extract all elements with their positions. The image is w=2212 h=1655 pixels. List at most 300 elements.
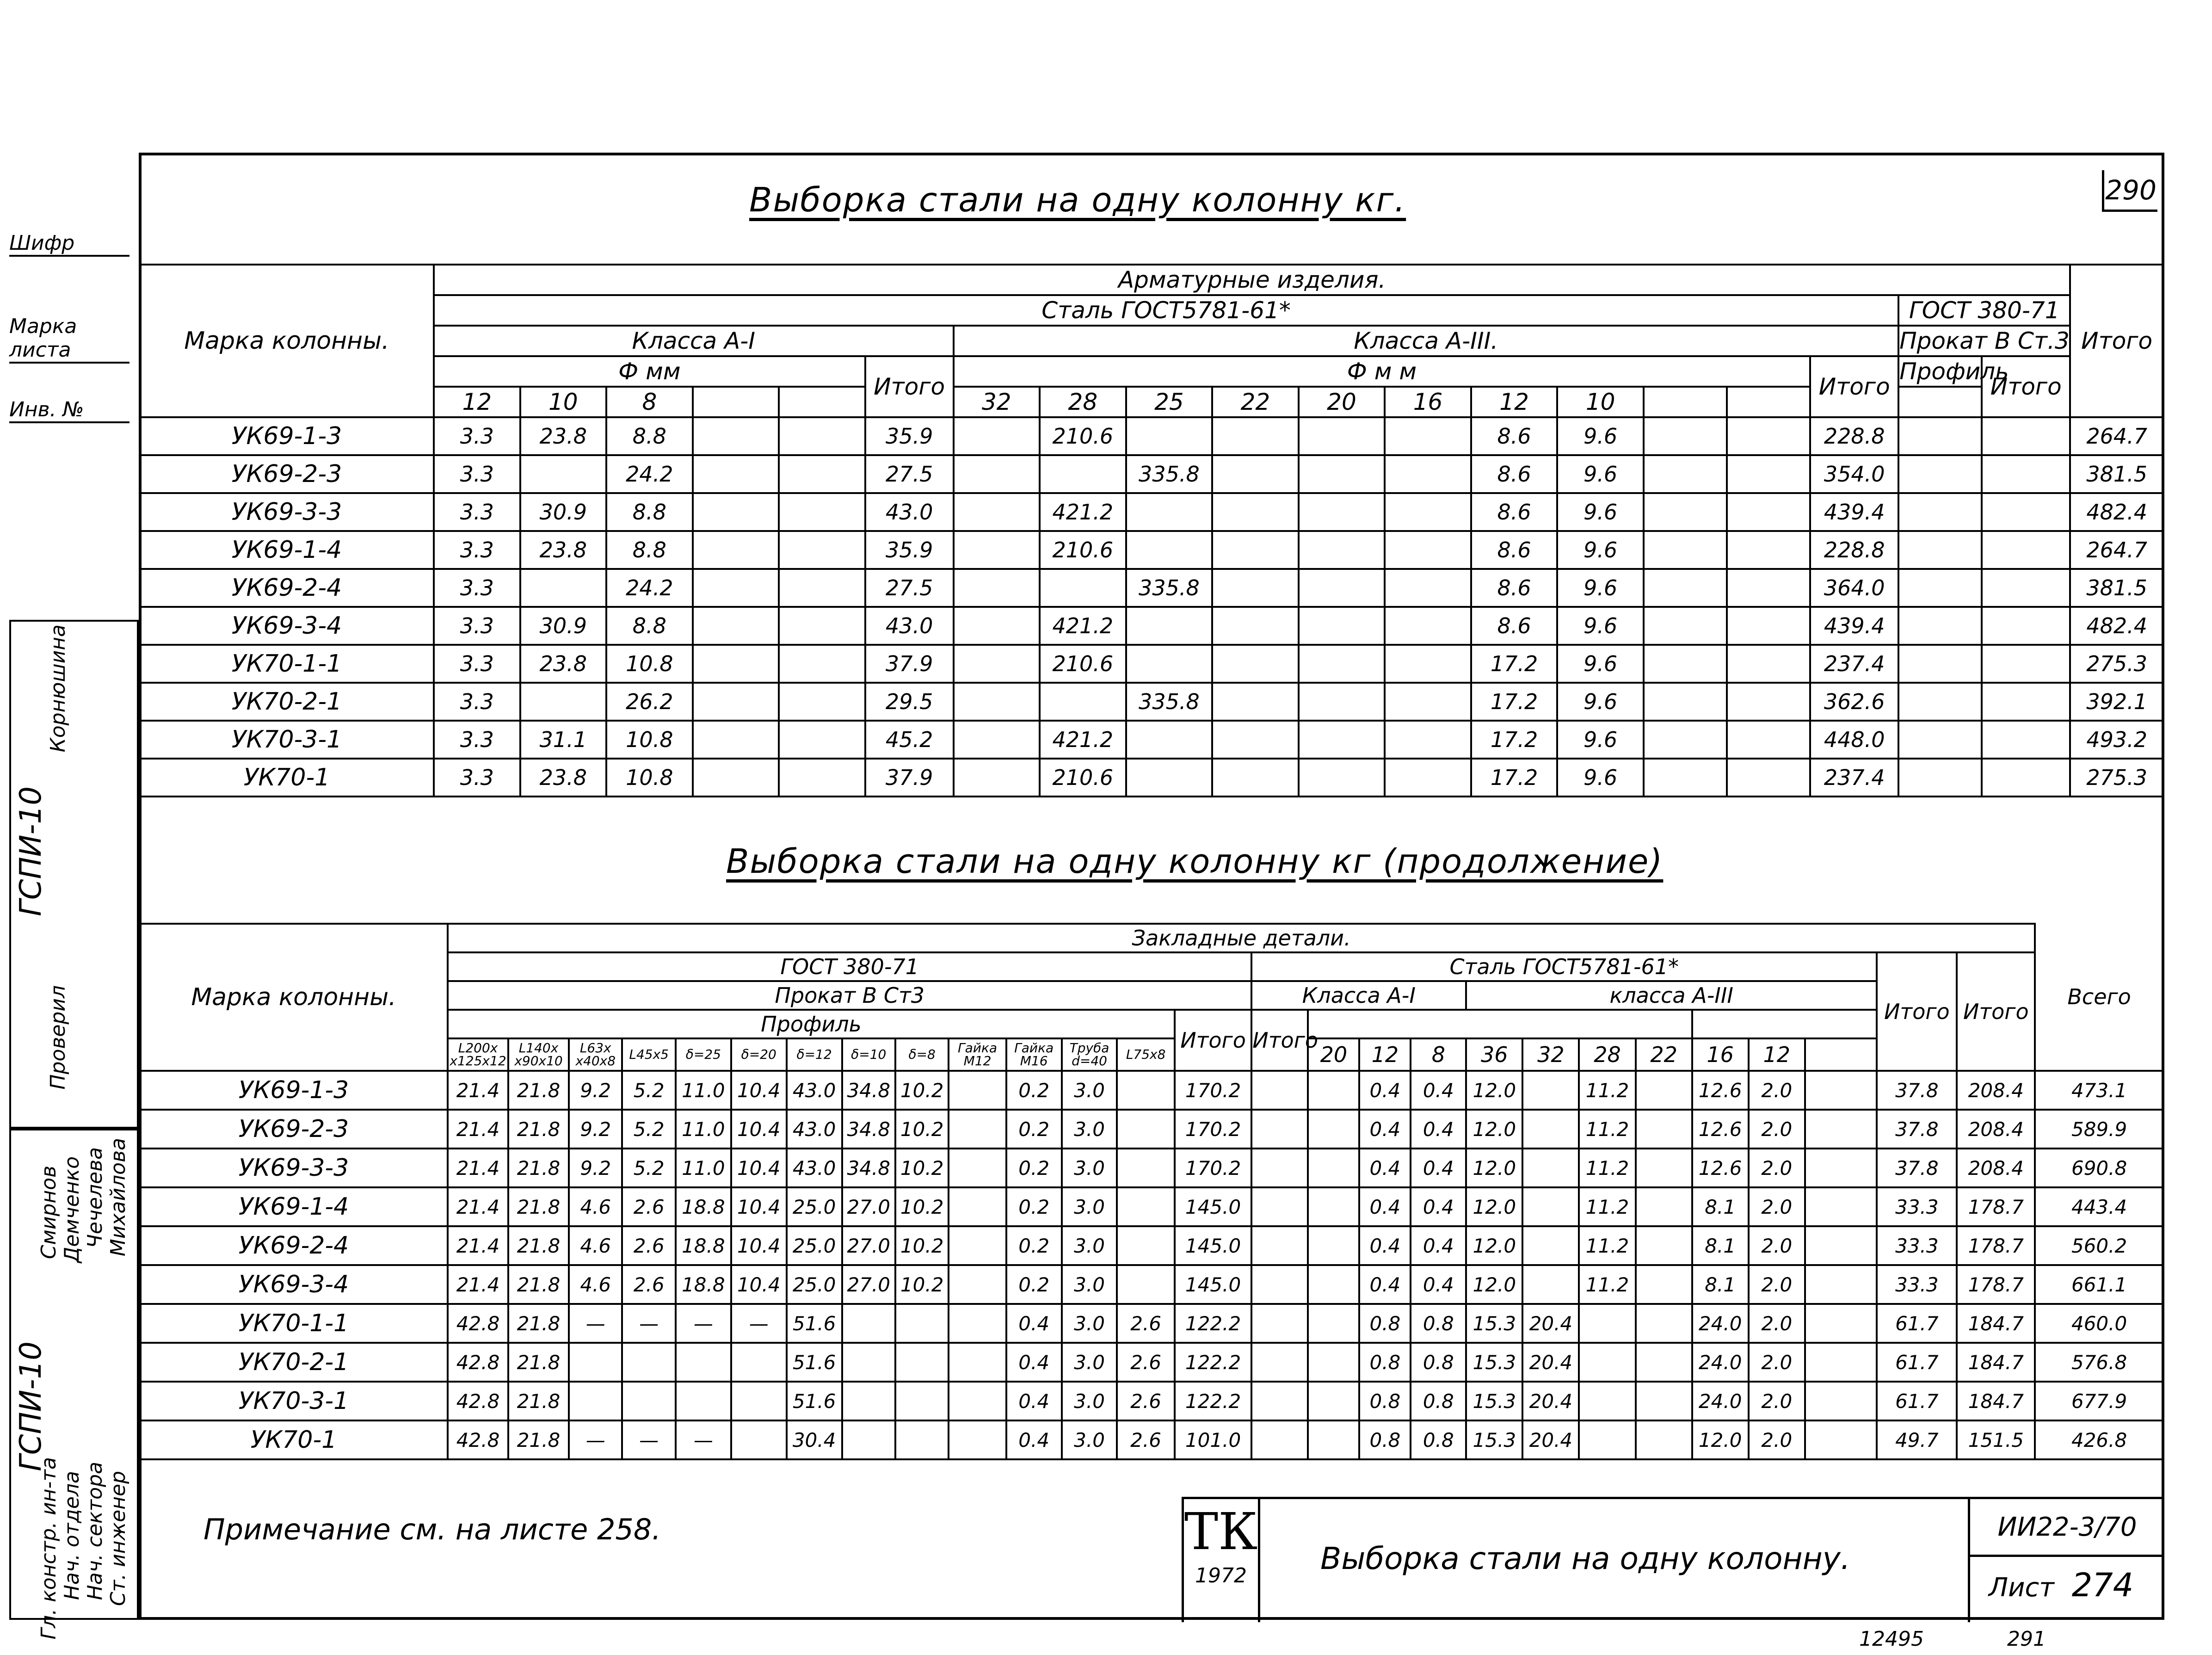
t2-cell <box>1805 1149 1877 1187</box>
t1-cell: 237.4 <box>1810 645 1898 683</box>
t1-cell: 237.4 <box>1810 759 1898 797</box>
t2-cell: 145.0 <box>1175 1265 1252 1304</box>
t2-cell: 33.3 <box>1877 1226 1957 1265</box>
t1-cell: 275.3 <box>2070 759 2163 797</box>
t2-cell: 21.8 <box>508 1343 569 1382</box>
t1-dia-a3-2: 25 <box>1126 387 1213 417</box>
t1-cell: 275.3 <box>2070 645 2163 683</box>
t2-cell-mark: УК69-3-4 <box>140 1265 448 1304</box>
t2-cell: 27.0 <box>842 1265 895 1304</box>
t1-cell: 26.2 <box>606 683 693 721</box>
t1-header-gost: ГОСТ 380-71 <box>1898 295 2070 326</box>
t1-cell <box>1898 531 1982 569</box>
t2-cell <box>1805 1187 1877 1226</box>
t2-cell <box>1308 1382 1359 1420</box>
t2-cell: 25.0 <box>787 1226 842 1265</box>
t2-cell: 15.3 <box>1466 1382 1522 1420</box>
t1-header-dia-a1: Ф мм <box>434 356 865 387</box>
t2-cell: 0.4 <box>1411 1226 1466 1265</box>
t1-cell <box>1212 417 1299 455</box>
t1-cell-mark: УК70-1 <box>140 759 434 797</box>
t2-cell <box>1522 1187 1579 1226</box>
t1-cell <box>1385 645 1471 683</box>
t1-cell <box>954 531 1040 569</box>
t2-row <box>140 1226 2163 1265</box>
t2-row <box>140 1149 2163 1187</box>
t2-cell: 661.1 <box>2035 1265 2163 1304</box>
t2-prof-9: Гайка M12 <box>949 1038 1006 1071</box>
title-block <box>1182 1497 2164 1622</box>
t2-cell-mark: УК69-1-4 <box>140 1187 448 1226</box>
t1-cell <box>1385 683 1471 721</box>
sheet-label: Лист <box>1989 1573 2054 1603</box>
t2-cell: 3.0 <box>1062 1382 1117 1420</box>
t2-cell: 2.0 <box>1749 1304 1805 1343</box>
t2-cell: 11.2 <box>1579 1149 1635 1187</box>
t2-cell: 15.3 <box>1466 1304 1522 1343</box>
t1-cell <box>1040 455 1126 493</box>
t1-cell: 9.6 <box>1557 455 1644 493</box>
t1-header-prokat: Прокат В Ст.3 <box>1898 326 2070 356</box>
t2-row <box>140 1071 2163 1110</box>
t2-header-group: Закладные детали. <box>448 924 2035 952</box>
t1-cell <box>1898 759 1982 797</box>
t2-cell: 9.2 <box>569 1110 622 1149</box>
t1-cell <box>779 683 865 721</box>
t1-cell: 228.8 <box>1810 531 1898 569</box>
t2-cell: 12.0 <box>1466 1265 1522 1304</box>
t2-row <box>140 1343 2163 1382</box>
t2-cell: 0.2 <box>1006 1149 1062 1187</box>
t2-cell: 0.8 <box>1411 1420 1466 1459</box>
t1-cell <box>520 455 607 493</box>
t2-cell: 3.0 <box>1062 1265 1117 1304</box>
t1-cell: 23.8 <box>520 417 607 455</box>
t2-cell: 4.6 <box>569 1226 622 1265</box>
table-reinforcement <box>139 264 2164 797</box>
t2-cell: 589.9 <box>2035 1110 2163 1149</box>
t2-cell <box>1522 1149 1579 1187</box>
t2-cell: 0.4 <box>1006 1343 1062 1382</box>
t2-cell: 24.0 <box>1692 1304 1749 1343</box>
t2-cell <box>1308 1110 1359 1149</box>
t2-row <box>140 1382 2163 1420</box>
t1-cell: 9.6 <box>1557 645 1644 683</box>
t1-dia-a1-3 <box>693 387 779 417</box>
t1-cell <box>1212 455 1299 493</box>
t1-dia-a3-5: 16 <box>1385 387 1471 417</box>
t2-cell: 178.7 <box>1957 1226 2035 1265</box>
t1-cell: 439.4 <box>1810 607 1898 645</box>
t2-cell: — <box>622 1304 675 1343</box>
t2-cell: 0.8 <box>1359 1304 1411 1343</box>
t2-a3-0: 36 <box>1466 1038 1522 1071</box>
t1-cell: 8.6 <box>1471 455 1558 493</box>
t2-cell: 184.7 <box>1957 1382 2035 1420</box>
t2-cell <box>949 1187 1006 1226</box>
t2-cell: 21.8 <box>508 1149 569 1187</box>
t1-cell: 335.8 <box>1126 455 1213 493</box>
t1-cell <box>1040 569 1126 607</box>
t1-cell <box>1212 759 1299 797</box>
t2-prof-6: δ=12 <box>787 1038 842 1071</box>
t2-prof-12: L75x8 <box>1117 1038 1174 1071</box>
t1-cell: 8.8 <box>606 417 693 455</box>
t1-cell <box>779 455 865 493</box>
t2-cell-mark: УК70-1-1 <box>140 1304 448 1343</box>
left-role-3: Нач. сектора <box>83 1462 107 1600</box>
t1-cell <box>1898 721 1982 759</box>
t2-cell: 12.0 <box>1466 1187 1522 1226</box>
t2-cell: 0.4 <box>1411 1149 1466 1187</box>
t1-cell <box>954 569 1040 607</box>
t2-cell: 2.6 <box>1117 1343 1174 1382</box>
t2-cell <box>1579 1304 1635 1343</box>
t1-header-class-a1: Класса А-I <box>434 326 954 356</box>
t2-cell: 145.0 <box>1175 1187 1252 1226</box>
t2-cell: 677.9 <box>2035 1382 2163 1420</box>
t1-cell: 3.3 <box>434 645 520 683</box>
t2-cell <box>842 1420 895 1459</box>
t2-cell: 0.8 <box>1359 1420 1411 1459</box>
t1-cell: 335.8 <box>1126 569 1213 607</box>
t1-cell <box>1212 721 1299 759</box>
t2-cell: 21.8 <box>508 1304 569 1343</box>
t2-cell: 151.5 <box>1957 1420 2035 1459</box>
t2-cell: 122.2 <box>1175 1343 1252 1382</box>
t1-cell: 10.8 <box>606 645 693 683</box>
t2-cell: 10.2 <box>895 1149 949 1187</box>
t2-cell: 0.8 <box>1411 1304 1466 1343</box>
t2-cell: 42.8 <box>448 1304 508 1343</box>
t2-cell: 0.4 <box>1359 1226 1411 1265</box>
t1-header-total: Итого <box>2070 265 2163 417</box>
t1-cell <box>1727 645 1810 683</box>
t2-cell: 18.8 <box>676 1265 731 1304</box>
t2-cell <box>1308 1265 1359 1304</box>
t2-cell: 3.0 <box>1062 1149 1117 1187</box>
t1-cell <box>1982 721 2070 759</box>
t2-cell: 37.8 <box>1877 1149 1957 1187</box>
t2-cell <box>1251 1071 1308 1110</box>
t2-cell: 10.4 <box>731 1110 787 1149</box>
t2-cell: 0.4 <box>1411 1187 1466 1226</box>
t2-row <box>140 1187 2163 1226</box>
t2-cell <box>1636 1420 1692 1459</box>
t2-cell: 42.8 <box>448 1382 508 1420</box>
t2-cell: 10.2 <box>895 1265 949 1304</box>
t1-cell <box>1385 531 1471 569</box>
t1-cell <box>1385 569 1471 607</box>
t2-cell: 21.8 <box>508 1420 569 1459</box>
t1-cell-mark: УК70-2-1 <box>140 683 434 721</box>
t1-cell: 17.2 <box>1471 645 1558 683</box>
t1-cell: 17.2 <box>1471 721 1558 759</box>
t1-cell <box>1982 759 2070 797</box>
t2-a1-0: 20 <box>1308 1038 1359 1071</box>
t1-cell-mark: УК69-3-4 <box>140 607 434 645</box>
t1-cell <box>1727 455 1810 493</box>
t2-header-gost: ГОСТ 380-71 <box>448 952 1251 981</box>
t1-cell <box>779 607 865 645</box>
tk-year: 1972 <box>1195 1564 1247 1587</box>
t1-cell: 381.5 <box>2070 455 2163 493</box>
t1-cell: 362.6 <box>1810 683 1898 721</box>
t1-dia-a3-3: 22 <box>1212 387 1299 417</box>
t2-cell: 10.2 <box>895 1071 949 1110</box>
t1-cell: 9.6 <box>1557 721 1644 759</box>
t2-cell <box>1308 1420 1359 1459</box>
tk-letters: ТК <box>1184 1502 1258 1561</box>
t2-cell: 51.6 <box>787 1382 842 1420</box>
t2-cell <box>1805 1071 1877 1110</box>
t1-cell <box>693 455 779 493</box>
t2-cell <box>1636 1343 1692 1382</box>
t1-cell <box>1644 569 1727 607</box>
t2-cell: 20.4 <box>1522 1304 1579 1343</box>
t1-cell <box>1212 607 1299 645</box>
t1-cell: 421.2 <box>1040 721 1126 759</box>
t1-cell: 3.3 <box>434 455 520 493</box>
t2-cell <box>622 1343 675 1382</box>
t1-cell: 3.3 <box>434 607 520 645</box>
t1-cell: 3.3 <box>434 493 520 531</box>
t1-cell: 381.5 <box>2070 569 2163 607</box>
t2-cell: 37.8 <box>1877 1110 1957 1149</box>
t1-cell: 27.5 <box>865 569 954 607</box>
t2-header-itogo: Итого <box>1175 1010 1252 1071</box>
t2-cell: 10.2 <box>895 1187 949 1226</box>
note-text: Примечание см. на листе 258. <box>203 1513 661 1546</box>
t1-header-itogo-prokat: Итого <box>1982 356 2070 417</box>
t2-cell <box>1251 1420 1308 1459</box>
t2-cell: 426.8 <box>2035 1420 2163 1459</box>
t2-cell: 0.8 <box>1411 1343 1466 1382</box>
t2-cell: 2.0 <box>1749 1187 1805 1226</box>
t2-prof-7: δ=10 <box>842 1038 895 1071</box>
t2-cell <box>949 1265 1006 1304</box>
t2-cell <box>1522 1226 1579 1265</box>
t2-cell: 8.1 <box>1692 1265 1749 1304</box>
t2-cell <box>1636 1071 1692 1110</box>
t2-cell: 12.0 <box>1466 1149 1522 1187</box>
t2-cell <box>949 1304 1006 1343</box>
t2-cell: 2.0 <box>1749 1420 1805 1459</box>
t2-cell <box>676 1343 731 1382</box>
t2-cell: 2.0 <box>1749 1149 1805 1187</box>
t1-row <box>140 645 2163 683</box>
t1-cell: 23.8 <box>520 531 607 569</box>
t2-cell: 473.1 <box>2035 1071 2163 1110</box>
t2-cell: 101.0 <box>1175 1420 1252 1459</box>
t1-cell: 364.0 <box>1810 569 1898 607</box>
t1-cell <box>1898 455 1982 493</box>
left-org-1: ГСПИ-10 <box>14 786 48 916</box>
t2-cell: 12.6 <box>1692 1071 1749 1110</box>
t2-cell <box>1308 1071 1359 1110</box>
t1-cell: 24.2 <box>606 569 693 607</box>
t2-cell: 20.4 <box>1522 1420 1579 1459</box>
t1-cell <box>1126 531 1213 569</box>
t2-a3-2: 28 <box>1579 1038 1635 1071</box>
t1-cell <box>693 493 779 531</box>
t1-cell: 210.6 <box>1040 417 1126 455</box>
t1-cell: 482.4 <box>2070 493 2163 531</box>
t2-cell: 12.0 <box>1466 1110 1522 1149</box>
t2-cell: 208.4 <box>1957 1071 2035 1110</box>
t1-row <box>140 493 2163 531</box>
t1-cell <box>693 721 779 759</box>
t2-cell <box>1636 1265 1692 1304</box>
t2-cell: 21.8 <box>508 1071 569 1110</box>
t2-cell: 0.8 <box>1359 1382 1411 1420</box>
t1-cell: 264.7 <box>2070 417 2163 455</box>
t2-cell: 0.4 <box>1359 1265 1411 1304</box>
t1-cell <box>520 683 607 721</box>
t1-row <box>140 531 2163 569</box>
code-block <box>1968 1499 2164 1622</box>
t1-cell <box>1644 531 1727 569</box>
t1-cell <box>1385 607 1471 645</box>
t2-cell <box>1522 1110 1579 1149</box>
t1-cell: 24.2 <box>606 455 693 493</box>
corner-sheet-number: 290 <box>2102 170 2157 212</box>
t1-cell: 37.9 <box>865 645 954 683</box>
t2-cell: 10.4 <box>731 1187 787 1226</box>
t2-cell-mark: УК70-1 <box>140 1420 448 1459</box>
t2-cell: 3.0 <box>1062 1110 1117 1149</box>
t2-cell <box>676 1382 731 1420</box>
t2-cell: 10.2 <box>895 1110 949 1149</box>
t2-cell <box>1117 1187 1174 1226</box>
t1-cell: 9.6 <box>1557 531 1644 569</box>
t2-cell: 0.4 <box>1359 1110 1411 1149</box>
t2-cell: 0.8 <box>1359 1343 1411 1382</box>
t1-cell <box>1644 417 1727 455</box>
t2-cell <box>949 1110 1006 1149</box>
t2-cell <box>1805 1343 1877 1382</box>
t1-cell-mark: УК69-2-3 <box>140 455 434 493</box>
t2-cell: 11.0 <box>676 1149 731 1187</box>
t1-cell: 9.6 <box>1557 607 1644 645</box>
t1-cell: 9.6 <box>1557 759 1644 797</box>
t2-cell <box>1579 1343 1635 1382</box>
t1-row <box>140 759 2163 797</box>
t1-cell <box>1212 645 1299 683</box>
t2-cell: 27.0 <box>842 1187 895 1226</box>
t1-cell <box>1644 645 1727 683</box>
t1-cell: 8.8 <box>606 531 693 569</box>
t1-cell <box>1644 759 1727 797</box>
t2-cell: 61.7 <box>1877 1343 1957 1382</box>
t2-cell <box>949 1071 1006 1110</box>
t2-cell: 2.0 <box>1749 1110 1805 1149</box>
t1-header-mark: Марка колонны. <box>140 265 434 417</box>
t1-cell <box>1727 417 1810 455</box>
t2-cell: 170.2 <box>1175 1149 1252 1187</box>
t1-cell: 9.6 <box>1557 417 1644 455</box>
t1-cell <box>1212 531 1299 569</box>
t1-cell: 421.2 <box>1040 493 1126 531</box>
table-embedded-parts <box>139 923 2164 1460</box>
t1-cell: 17.2 <box>1471 759 1558 797</box>
t1-row <box>140 683 2163 721</box>
t1-cell-mark: УК69-1-3 <box>140 417 434 455</box>
t2-cell <box>1636 1304 1692 1343</box>
t2-cell: 0.2 <box>1006 1265 1062 1304</box>
t1-row <box>140 455 2163 493</box>
t2-prof-0: L200x x125x12 <box>448 1038 508 1071</box>
t2-cell: 2.0 <box>1749 1265 1805 1304</box>
t2-cell <box>1805 1110 1877 1149</box>
left-name-3: Чечелева <box>83 1147 107 1248</box>
t1-cell: 493.2 <box>2070 721 2163 759</box>
t2-cell: — <box>622 1420 675 1459</box>
t1-cell <box>693 417 779 455</box>
t1-cell: 354.0 <box>1810 455 1898 493</box>
t2-cell: 122.2 <box>1175 1382 1252 1420</box>
t2-a1-1: 12 <box>1359 1038 1411 1071</box>
bottom-right-number: 291 <box>2007 1627 2046 1651</box>
t1-cell: 30.9 <box>520 493 607 531</box>
t2-prof-10: Гайка M16 <box>1006 1038 1062 1071</box>
left-name-2: Демченко <box>60 1156 84 1263</box>
t1-cell <box>1898 607 1982 645</box>
t1-cell <box>1644 721 1727 759</box>
t2-cell: 21.4 <box>448 1187 508 1226</box>
t2-cell: 10.2 <box>895 1226 949 1265</box>
t2-cell: 3.0 <box>1062 1071 1117 1110</box>
t1-cell <box>779 531 865 569</box>
t2-prof-11: Труба d=40 <box>1062 1038 1117 1071</box>
t1-cell <box>1727 569 1810 607</box>
t2-cell: 8.1 <box>1692 1187 1749 1226</box>
t1-cell-mark: УК70-3-1 <box>140 721 434 759</box>
t2-cell <box>1251 1343 1308 1382</box>
t2-cell-mark: УК70-2-1 <box>140 1343 448 1382</box>
t2-cell: 184.7 <box>1957 1343 2035 1382</box>
t2-a3-3: 22 <box>1636 1038 1692 1071</box>
t1-cell <box>1644 455 1727 493</box>
t1-cell <box>954 607 1040 645</box>
t2-cell: 170.2 <box>1175 1071 1252 1110</box>
t2-cell <box>1805 1304 1877 1343</box>
t2-cell: 690.8 <box>2035 1149 2163 1187</box>
left-checked-name: Корнюшина <box>46 624 70 753</box>
t1-cell: 8.6 <box>1471 569 1558 607</box>
t2-cell: 12.0 <box>1466 1226 1522 1265</box>
t1-dia-a3-6: 12 <box>1471 387 1558 417</box>
t2-a3-4: 16 <box>1692 1038 1749 1071</box>
t2-cell: 170.2 <box>1175 1110 1252 1149</box>
t1-cell <box>1212 493 1299 531</box>
t2-cell: 11.2 <box>1579 1071 1635 1110</box>
t2-cell: 5.2 <box>622 1071 675 1110</box>
t2-cell: 51.6 <box>787 1343 842 1382</box>
t2-cell: 34.8 <box>842 1149 895 1187</box>
t1-cell: 37.9 <box>865 759 954 797</box>
t2-cell: 37.8 <box>1877 1071 1957 1110</box>
t2-prof-5: δ=20 <box>731 1038 787 1071</box>
t2-cell: 2.0 <box>1749 1226 1805 1265</box>
t2-cell <box>949 1343 1006 1382</box>
t1-cell-mark: УК69-1-4 <box>140 531 434 569</box>
t2-cell <box>895 1343 949 1382</box>
t2-cell: 61.7 <box>1877 1304 1957 1343</box>
t1-cell <box>779 417 865 455</box>
t2-cell: 2.6 <box>1117 1304 1174 1343</box>
t1-cell <box>1385 721 1471 759</box>
